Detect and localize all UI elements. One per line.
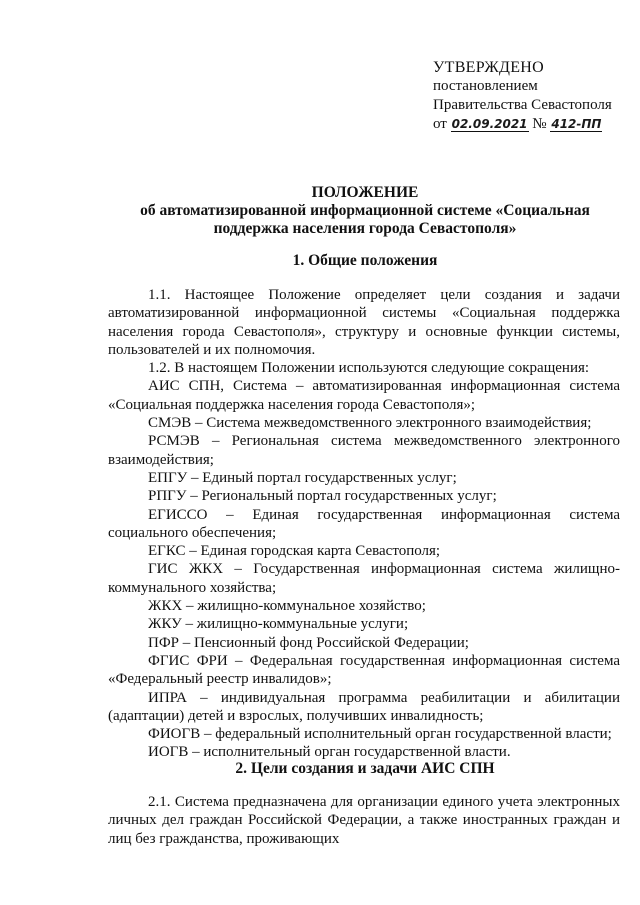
section2-body — [108, 793, 620, 848]
section1-heading: 1. Общие положения — [292, 252, 438, 269]
abbr-egisso: ЕГИССО – Единая государственная информационная система социального обеспечения; — [108, 506, 620, 541]
abbr-zhkh: ЖКХ – жилищно-коммунальное хозяйство; — [148, 598, 426, 615]
section1-body — [108, 286, 620, 762]
approval-line-government: Правительства Севастополя — [433, 97, 612, 113]
abbr-smev: СМЭВ – Система межведомственного электронного взаимодействия; — [148, 415, 592, 432]
approval-number-value: 412-ПП — [551, 117, 602, 131]
approval-date-prefix: от — [433, 116, 447, 132]
approval-date-line — [433, 115, 633, 134]
document-subtitle-line2: поддержка населения города Севастополя» — [213, 220, 517, 237]
abbr-ais-spn: АИС СПН, Система – автоматизированная информационная система «Социальная поддержка населения города Севастополя»; — [108, 378, 620, 413]
abbr-fgis-fri: ФГИС ФРИ – Федеральная государственная информационная система «Федеральный реестр инвалидов»; — [108, 652, 620, 688]
abbr-iogv: ИОГВ – исполнительный орган государственной власти. — [148, 744, 511, 761]
abbr-egks: ЕГКС – Единая городская карта Севастополя; — [148, 543, 441, 560]
document-subtitle-line1: об автоматизированной информационной системе «Социальная — [140, 202, 590, 219]
abbr-fiogv: ФИОГВ – федеральный исполнительный орган государственной власти; — [148, 726, 612, 743]
approval-number-prefix: № — [532, 116, 547, 132]
document-title: ПОЛОЖЕНИЕ — [311, 184, 419, 201]
approval-line-decree: постановлением — [433, 78, 538, 94]
paragraph-1-1: 1.1. Настоящее Положение определяет цели создания и задачи автоматизированной информационной системы «Социальная поддержка населения города Севастополя», структуру и основные функции системы, пользователей и их полномочия. — [108, 287, 620, 358]
abbr-ipra: ИПРА – индивидуальная программа реабилитации и абилитации (адаптации) детей и взрослых, получивших инвалидность; — [108, 689, 620, 724]
paragraph-1-2: 1.2. В настоящем Положении используются следующие сокращения: — [148, 360, 590, 377]
abbr-zhku: ЖКУ – жилищно-коммунальные услуги; — [148, 616, 409, 633]
paragraph-2-1: 2.1. Система предназначена для организации единого учета электронных личных дел граждан Российской Федерации, а также иностранных граждан и лиц без гражданства, проживающих — [108, 794, 620, 847]
approval-date-value: 02.09.2021 — [451, 117, 528, 131]
approval-stamp — [433, 58, 633, 134]
section2-heading: 2. Цели создания и задачи АИС СПН — [235, 760, 495, 777]
abbr-gis-zhkh: ГИС ЖКХ – Государственная информационная система жилищно-коммунального хозяйства; — [108, 561, 620, 596]
approval-heading: УТВЕРЖДЕНО — [433, 59, 545, 76]
abbr-rsmev: РСМЭВ – Региональная система межведомственного электронного взаимодействия; — [108, 433, 620, 468]
abbr-rpgu: РПГУ – Региональный портал государственных услуг; — [148, 488, 497, 505]
abbr-pfr: ПФР – Пенсионный фонд Российской Федерации; — [148, 634, 469, 651]
abbr-epgu: ЕПГУ – Единый портал государственных услуг; — [148, 469, 457, 486]
